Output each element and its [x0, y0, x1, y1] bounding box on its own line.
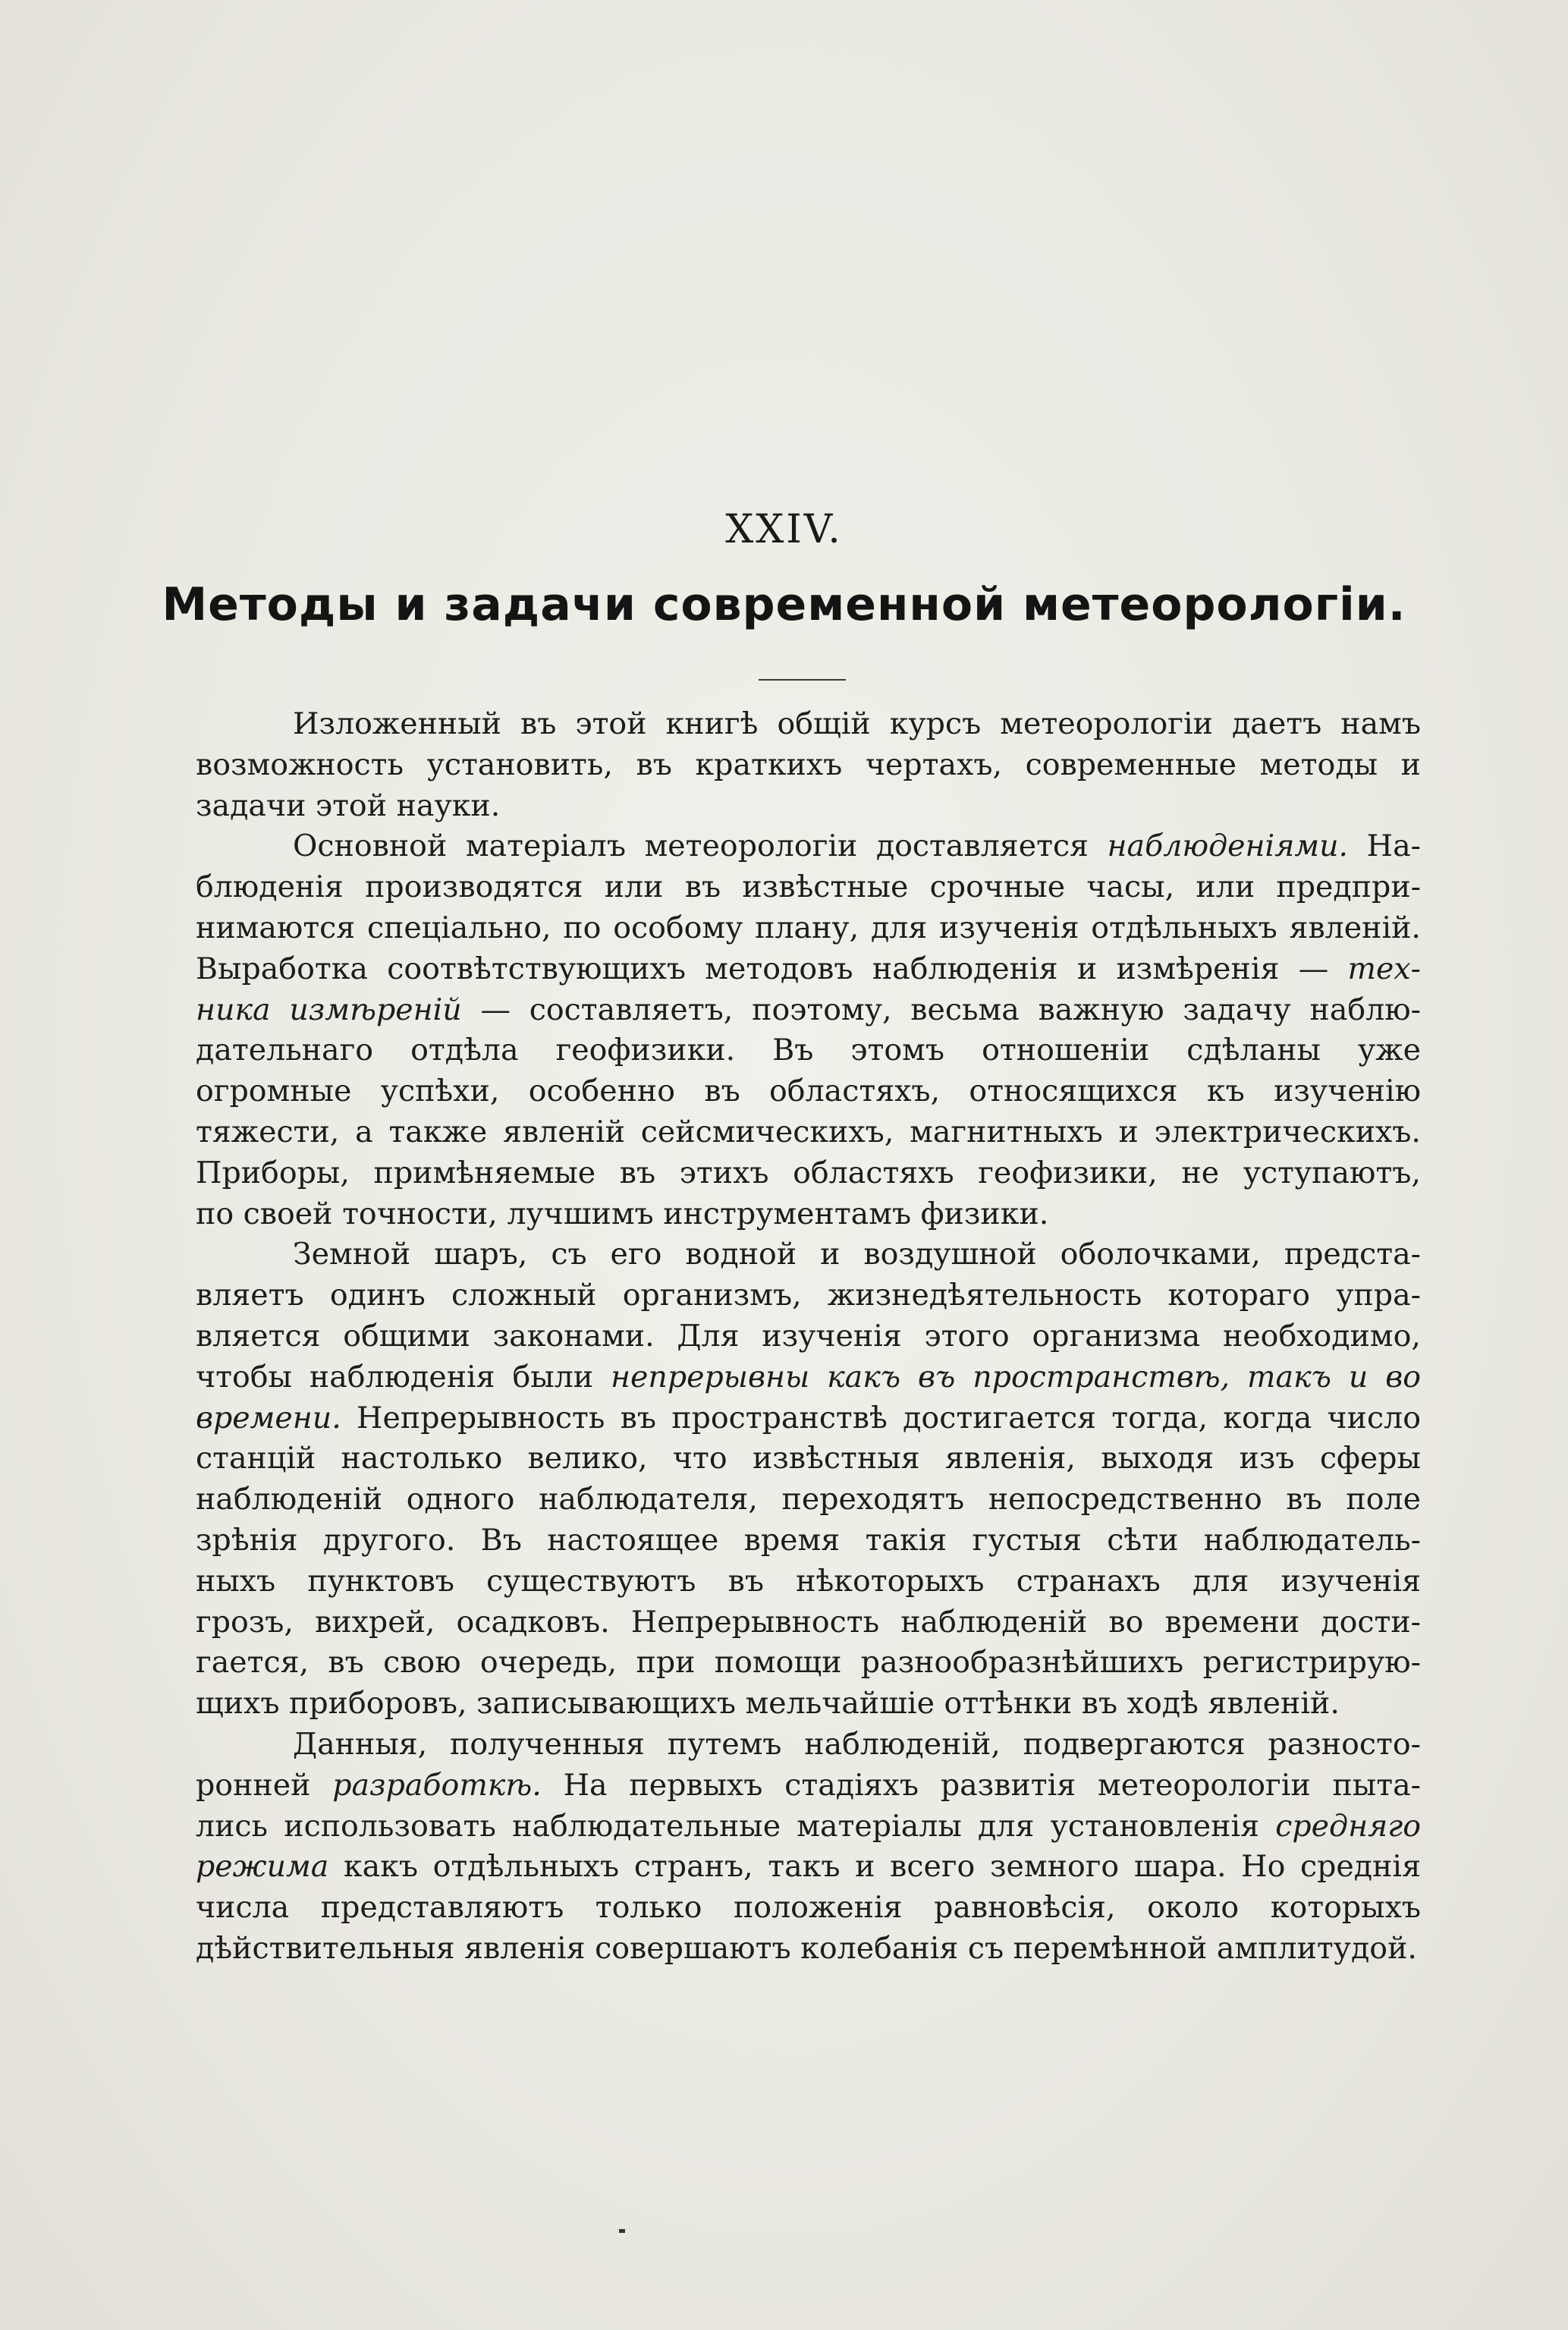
- italic-text: средняго: [1275, 1808, 1421, 1844]
- text-run: лись использовать наблюдательные матеріалы для установленія: [196, 1808, 1276, 1844]
- text-run: ныхъ пунктовъ существуютъ въ нѣкоторыхъ странахъ для изученія: [196, 1563, 1421, 1599]
- text-line: [196, 1847, 1421, 1888]
- text-run: вляется общими законами. Для изученія этого организма необходимо,: [196, 1318, 1421, 1354]
- text-run: огромные успѣхи, особенно въ областяхъ, относящихся къ изученію: [196, 1074, 1421, 1109]
- text-run: числа представляютъ только положенія равновѣсія, около которыхъ: [196, 1890, 1421, 1926]
- text-run: На-: [1348, 829, 1421, 864]
- text-line: [196, 990, 1421, 1031]
- text-line: [196, 1398, 1421, 1439]
- text-line: [196, 1275, 1421, 1316]
- chapter-number: XXIV.: [725, 507, 843, 552]
- text-run: зрѣнія другого. Въ настоящее время такія густыя сѣти наблюдатель-: [196, 1522, 1421, 1558]
- text-run: тяжести, а также явленій сейсмическихъ, магнитныхъ и электрическихъ.: [196, 1114, 1421, 1149]
- text-line: [196, 704, 1421, 745]
- text-run: вляетъ одинъ сложный организмъ, жизнедѣятельность котораго упра-: [196, 1278, 1421, 1313]
- text-run: гается, въ свою очередь, при помощи разнообразнѣйшихъ регистрирую-: [196, 1645, 1421, 1681]
- text-run: станцій настолько велико, что извѣстныя явленія, выходя изъ сферы: [196, 1441, 1421, 1476]
- text-run: Изложенный въ этой книгѣ общій курсъ метеорологіи даетъ намъ: [293, 706, 1421, 741]
- italic-text: тех-: [1347, 951, 1421, 986]
- text-run: дательнаго отдѣла геофизики. Въ этомъ отношеніи сдѣланы уже: [196, 1033, 1421, 1068]
- text-run: чтобы наблюденія были: [196, 1359, 611, 1395]
- text-run: Данныя, полученныя путемъ наблюденій, подвергаются разносто-: [293, 1726, 1421, 1762]
- text-line: [196, 1888, 1421, 1929]
- text-run: Земной шаръ, съ его водной и воздушной оболочками, предста-: [293, 1237, 1421, 1272]
- italic-text: наблюденіями.: [1107, 829, 1349, 864]
- paragraph: [196, 1234, 1421, 1725]
- text-run: щихъ приборовъ, записывающихъ мельчайшіе оттѣнки въ ходѣ явленій.: [196, 1686, 1340, 1722]
- text-run: грозъ, вихрей, осадковъ. Непрерывность наблюденій во времени дости-: [196, 1604, 1421, 1640]
- paragraph: [196, 826, 1421, 1234]
- italic-text: времени.: [196, 1400, 341, 1435]
- text-line: [196, 1725, 1421, 1766]
- paragraph: [196, 704, 1421, 826]
- italic-text: режима: [196, 1849, 329, 1885]
- text-run: — составляетъ, поэтому, весьма важную задачу наблю-: [461, 992, 1421, 1027]
- text-line: [196, 1602, 1421, 1643]
- text-run: Приборы, примѣняемые въ этихъ областяхъ геофизики, не уступаютъ,: [196, 1155, 1421, 1190]
- text-line: [196, 1643, 1421, 1684]
- text-line: [196, 826, 1421, 867]
- text-line: [196, 1520, 1421, 1561]
- italic-text: ника измѣреній: [196, 992, 462, 1027]
- text-run: Непрерывность въ пространствѣ достигается тогда, когда число: [341, 1400, 1421, 1435]
- text-run: нимаются спеціально, по особому плану, для изученія отдѣльныхъ явленій.: [196, 910, 1421, 945]
- text-line: [196, 1234, 1421, 1275]
- text-line: [196, 1112, 1421, 1153]
- text-line: [196, 786, 1421, 827]
- text-run: задачи этой науки.: [196, 788, 501, 823]
- text-run: Выработка соотвѣтствующихъ методовъ наблюденія и измѣренія —: [196, 951, 1348, 986]
- italic-text: непрерывны какъ въ пространствѣ, такъ и во: [611, 1359, 1421, 1395]
- chapter-title: Методы и задачи современной метеорологіи.: [162, 578, 1406, 631]
- text-line: [196, 1194, 1421, 1235]
- body-text: [196, 704, 1421, 1970]
- page-mark: [619, 2229, 625, 2233]
- text-line: [196, 1439, 1421, 1479]
- text-line: [196, 1357, 1421, 1398]
- text-run: наблюденій одного наблюдателя, переходятъ непосредственно въ поле: [196, 1482, 1421, 1517]
- paragraph: [196, 1725, 1421, 1970]
- text-line: [196, 1030, 1421, 1071]
- text-line: [196, 1929, 1421, 1970]
- text-line: [196, 1766, 1421, 1806]
- text-run: Основной матеріалъ метеорологіи доставляется: [293, 829, 1108, 864]
- text-line: [196, 949, 1421, 990]
- text-line: [196, 1684, 1421, 1725]
- italic-text: разработкѣ.: [332, 1767, 542, 1803]
- text-run: какъ отдѣльныхъ странъ, такъ и всего земного шара. Но среднія: [328, 1849, 1421, 1885]
- text-run: по своей точности, лучшимъ инструментамъ физики.: [196, 1196, 1049, 1231]
- text-run: возможность установить, въ краткихъ чертахъ, современные методы и: [196, 747, 1421, 782]
- text-line: [196, 745, 1421, 786]
- text-line: [196, 867, 1421, 908]
- text-line: [196, 908, 1421, 949]
- text-run: ронней: [196, 1767, 333, 1803]
- text-line: [196, 1561, 1421, 1602]
- text-line: [196, 1316, 1421, 1357]
- text-run: блюденія производятся или въ извѣстные срочные часы, или предпри-: [196, 869, 1421, 905]
- text-run: дѣйствительныя явленія совершаютъ колебанія съ перемѣнной амплитудой.: [196, 1930, 1417, 1966]
- text-line: [196, 1153, 1421, 1194]
- text-run: На первыхъ стадіяхъ развитія метеорологіи пыта-: [541, 1767, 1421, 1803]
- text-line: [196, 1479, 1421, 1520]
- title-divider: [759, 679, 846, 681]
- text-line: [196, 1806, 1421, 1847]
- text-line: [196, 1071, 1421, 1112]
